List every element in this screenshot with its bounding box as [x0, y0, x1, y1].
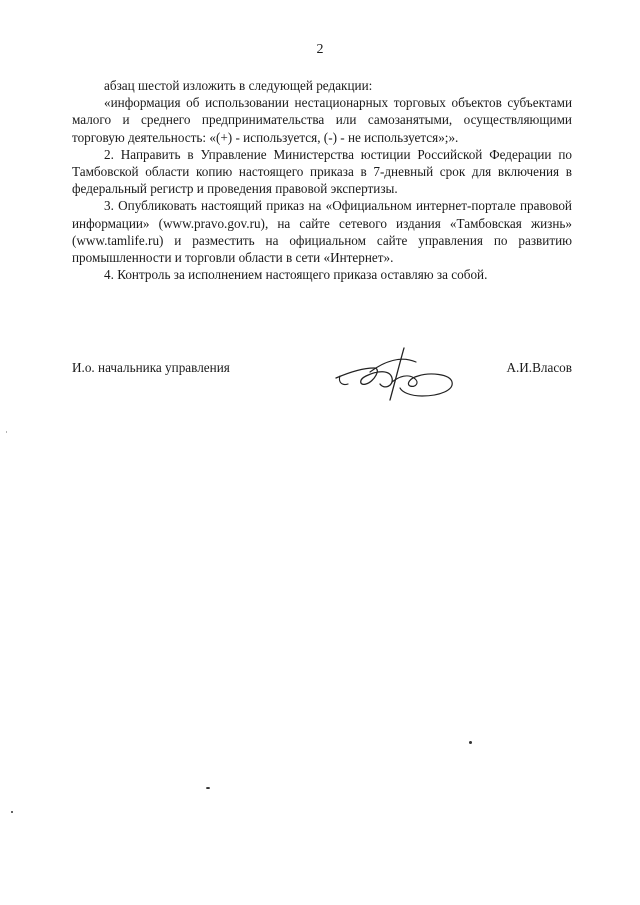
- paragraph-item-3: 3. Опубликовать настоящий приказ на «Официальном интернет-портале правовой информации» (www.pravo.gov.ru), на сайте сетевого издания «Тамбовская жизнь» (www.tamlife.ru) и разместить на официальном сайте управления по развитию промышленности и торговли области в сети «Интернет».: [72, 198, 572, 266]
- paragraph-intro: абзац шестой изложить в следующей редакции:: [104, 78, 373, 93]
- scan-speck: [6, 431, 7, 433]
- paragraph-item-4: 4. Контроль за исполнением настоящего приказа оставляю за собой.: [104, 267, 488, 283]
- signatory-name: А.И.Власов: [506, 360, 572, 375]
- page-number: 2: [316, 42, 324, 57]
- signature-row: [72, 356, 572, 386]
- signatory-title: И.о. начальника управления: [72, 360, 230, 375]
- scan-speck: [206, 787, 210, 789]
- paragraph-quoted-text: «информация об использовании нестационарных торговых объектов субъектами малого и среднего предпринимательства или самозанятыми, осуществляющими торговую деятельность: «(+) - используется, (-) - не используется»;».: [72, 95, 572, 145]
- paragraph-item-2: 2. Направить в Управление Министерства юстиции Российской Федерации по Тамбовской области копию настоящего приказа в 7-дневный срок для включения в федеральный регистр и проведения правовой экспертизы.: [72, 146, 572, 197]
- scan-speck: [11, 811, 13, 813]
- document-body: [72, 77, 572, 283]
- handwritten-signature: [330, 338, 460, 408]
- scan-speck: [469, 741, 472, 744]
